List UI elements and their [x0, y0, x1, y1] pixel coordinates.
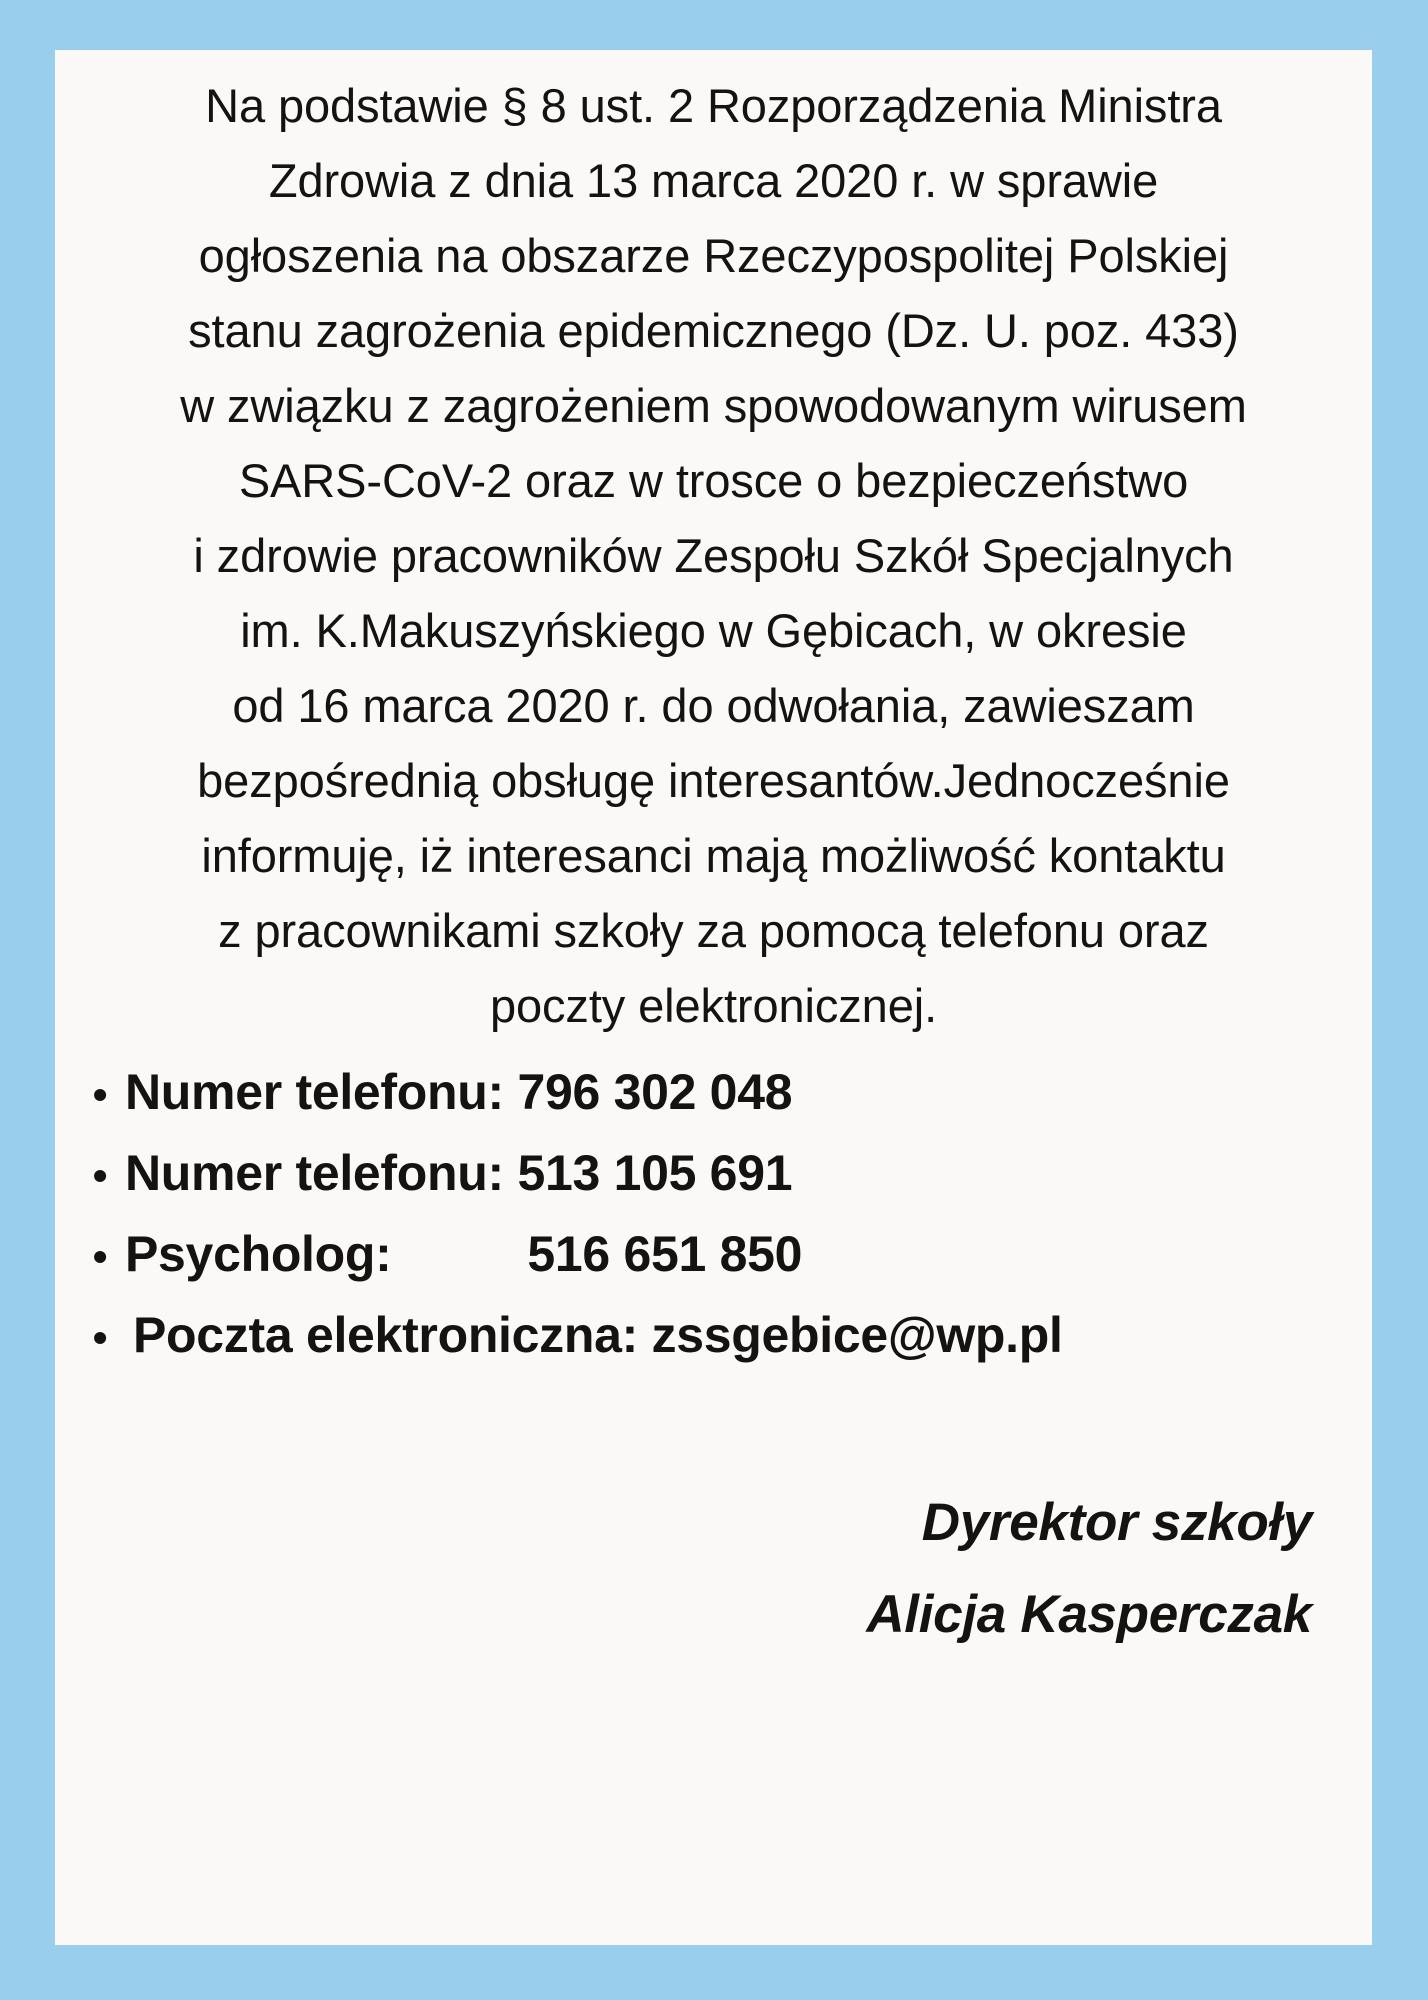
- bullet-icon: •: [92, 1233, 108, 1280]
- signature-role: Dyrektor szkoły: [921, 1493, 1312, 1552]
- signature-name: Alicja Kasperczak: [866, 1585, 1312, 1644]
- body-line: Zdrowia z dnia 13 marca 2020 r. w sprawie: [268, 154, 1159, 207]
- contact-label: Psycholog:: [125, 1226, 528, 1282]
- contact-item-email: [75, 1304, 1372, 1369]
- signature-block: [55, 1477, 1372, 1661]
- announcement-paper: [55, 50, 1372, 1945]
- bullet-icon: •: [92, 1152, 108, 1199]
- announcement-body: [55, 50, 1372, 1043]
- bullet-icon: •: [92, 1071, 108, 1118]
- body-line: z pracownikami szkoły za pomocą telefonu oraz: [218, 904, 1209, 957]
- body-line: stanu zagrożenia epidemicznego (Dz. U. poz. 433): [188, 304, 1239, 357]
- contact-item-phone-1: [75, 1061, 1372, 1126]
- contact-value-phone: 516 651 850: [527, 1226, 803, 1282]
- contact-value-phone: 796 302 048: [517, 1064, 793, 1120]
- body-line: i zdrowie pracowników Zespołu Szkół Specjalnych: [193, 529, 1234, 582]
- body-line: SARS-CoV-2 oraz w trosce o bezpieczeństwo: [238, 454, 1189, 507]
- contact-label: Numer telefonu:: [125, 1064, 518, 1120]
- body-line: poczty elektronicznej.: [489, 979, 938, 1032]
- contact-item-phone-2: [75, 1142, 1372, 1207]
- body-line: im. K.Makuszyńskiego w Gębicach, w okresie: [240, 604, 1187, 657]
- contact-item-psychologist: [75, 1223, 1372, 1288]
- contact-value-email: zssgebice@wp.pl: [651, 1307, 1063, 1363]
- contact-list: [55, 1061, 1372, 1369]
- body-line: Na podstawie § 8 ust. 2 Rozporządzenia Ministra: [205, 79, 1222, 132]
- contact-value-phone: 513 105 691: [517, 1145, 793, 1201]
- body-line: ogłoszenia na obszarze Rzeczypospolitej Polskiej: [198, 229, 1229, 282]
- body-line: informuję, iż interesanci mają możliwość kontaktu: [201, 829, 1226, 882]
- body-line: bezpośrednią obsługę interesantów.Jednocześnie: [197, 754, 1230, 807]
- body-line: w związku z zagrożeniem spowodowanym wirusem: [180, 379, 1247, 432]
- bullet-icon: •: [92, 1314, 108, 1361]
- body-line: od 16 marca 2020 r. do odwołania, zawieszam: [232, 679, 1195, 732]
- contact-label: Poczta elektroniczna:: [133, 1307, 652, 1363]
- contact-label: Numer telefonu:: [125, 1145, 518, 1201]
